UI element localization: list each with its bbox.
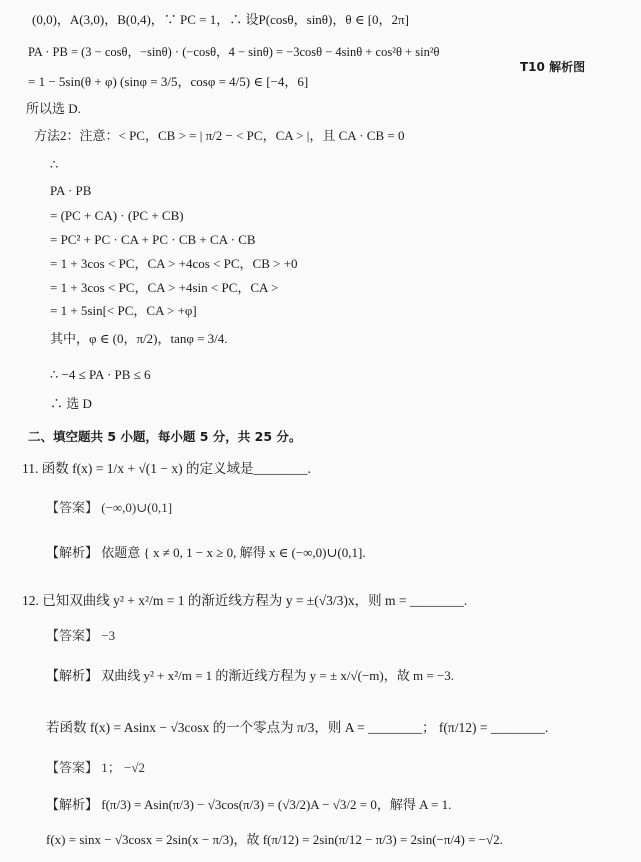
answer-13: 【答案】 1； −√2 — [46, 760, 145, 775]
text-line: = 1 + 3cos < PC，CA > +4sin < PC，CA > — [50, 280, 279, 295]
text-line: = 1 + 5sin[< PC，CA > +φ] — [50, 303, 197, 318]
question-13: 若函数 f(x) = Asinx − √3cosx 的一个零点为 π/3，则 A = ________； f(π/12) = ________. — [46, 720, 549, 735]
question-12: 12. 已知双曲线 y² + x²/m = 1 的渐近线方程为 y = ±(√3/3)x，则 m = ________. — [22, 593, 468, 608]
text-line: PA · PB = (3 − cosθ，−sinθ) · (−cosθ，4 − sinθ) = −3cosθ − 4sinθ + cos²θ + sin²θ — [28, 45, 440, 59]
text-line: = 1 + 3cos < PC，CA > +4cos < PC，CB > +0 — [50, 256, 298, 271]
text-line: 其中，φ ∈ (0，π/2)，tanφ = 3/4. — [50, 331, 228, 346]
text-line: ∴ −4 ≤ PA · PB ≤ 6 — [50, 367, 151, 382]
text-line: PA · PB — [50, 183, 92, 198]
text-line: = PC² + PC · CA + PC · CB + CA · CB — [50, 232, 256, 247]
question-11: 11. 函数 f(x) = 1/x + √(1 − x) 的定义域是________. — [22, 461, 311, 476]
text-line: 所以选 D. — [26, 101, 81, 116]
answer-12: 【答案】 −3 — [46, 628, 116, 643]
text-line: 方法2：注意：< PC，CB > = | π/2 − < PC，CA > |，且 CA · CB = 0 — [34, 128, 405, 143]
answer-11: 【答案】 (−∞,0)∪(0,1] — [46, 500, 173, 515]
text-line: = (PC + CA) · (PC + CB) — [50, 208, 184, 223]
figure-label: T10 解析图 — [520, 60, 586, 74]
solution-13-cont: f(x) = sinx − √3cosx = 2sin(x − π/3)，故 f(π/12) = 2sin(π/12 − π/3) = 2sin(−π/4) = −√2. — [46, 832, 503, 847]
text-line: = 1 − 5sin(θ + φ) (sinφ = 3/5，cosφ = 4/5) ∈ [−4，6] — [28, 74, 309, 89]
text-line: ∴ — [50, 157, 59, 172]
text-line: (0,0)，A(3,0)，B(0,4)，∵ PC = 1，∴ 设P(cosθ，sinθ)，θ ∈ [0，2π] — [32, 12, 409, 27]
solution-11: 【解析】 依题意 { x ≠ 0, 1 − x ≥ 0, 解得 x ∈ (−∞,0)∪(0,1]. — [46, 545, 366, 560]
solution-12: 【解析】 双曲线 y² + x²/m = 1 的渐近线方程为 y = ± x/√(−m)，故 m = −3. — [46, 668, 455, 683]
text-line: ∴ 选 D — [50, 396, 92, 411]
solution-13: 【解析】 f(π/3) = Asin(π/3) − √3cos(π/3) = (√3/2)A − √3/2 = 0，解得 A = 1. — [46, 797, 452, 812]
section-heading: 二、填空题共 5 小题，每小题 5 分，共 25 分。 — [28, 429, 302, 444]
